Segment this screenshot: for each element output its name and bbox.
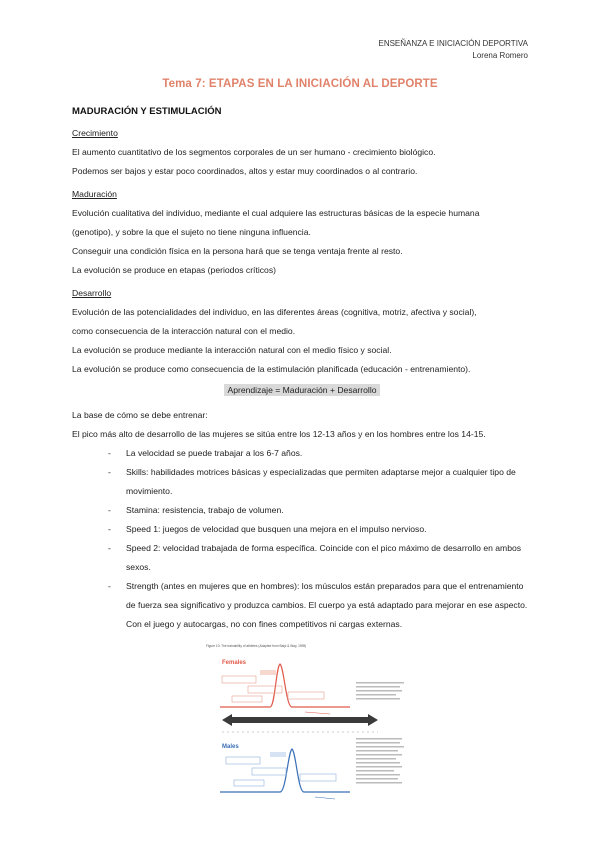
males-box — [270, 752, 286, 757]
paragraph: La evolución se produce en etapas (periodos críticos) — [72, 265, 276, 275]
formula-row — [72, 381, 532, 400]
trainability-figure — [200, 642, 410, 812]
males-box — [226, 757, 260, 764]
heading-crecimiento: Crecimiento — [72, 128, 118, 138]
females-box — [288, 692, 324, 699]
paragraph: El pico más alto de desarrollo de las mujeres se sitúa entre los 12-13 años y en los hombres entre los 14-15. — [72, 429, 486, 439]
males-box — [252, 768, 286, 775]
females-box — [222, 676, 256, 683]
document-body — [72, 124, 532, 634]
paragraph: La base de cómo se debe entrenar: — [72, 410, 208, 420]
males-box — [300, 774, 336, 781]
list-item: - Stamina: resistencia, trabajo de volumen. — [108, 501, 532, 520]
list-item: - Speed 2: velocidad trabajada de forma específica. Coincide con el pico máximo de desarrollo en ambos sexos. — [108, 539, 532, 577]
figure-side-notes — [356, 682, 404, 784]
document-header — [378, 38, 528, 62]
paragraph: como consecuencia de la interacción natural con el medio. — [72, 326, 296, 336]
paragraph: La evolución se produce como consecuencia de la estimulación planificada (educación - entrenamiento). — [72, 364, 471, 374]
header-course: ENSEÑANZA E INICIACIÓN DEPORTIVA — [378, 39, 528, 48]
heading-maduracion: Maduración — [72, 189, 117, 199]
list-item: - Speed 1: juegos de velocidad que busquen una mejora en el impulso nervioso. — [108, 520, 532, 539]
age-arrow-band — [222, 714, 378, 726]
males-arrow — [315, 797, 335, 799]
paragraph: La evolución se produce mediante la interacción natural con el medio físico y social. — [72, 345, 392, 355]
trainability-diagram — [200, 642, 410, 812]
list-item: - Skills: habilidades motrices básicas y especializadas que permiten adaptarse mejor a cualquier tipo de movimiento. — [108, 463, 532, 501]
females-box — [232, 696, 262, 702]
figure-caption: Figure 10: The trainability of athletes (Adapted from Balyi & Way, 1995) — [206, 644, 307, 648]
training-list — [72, 444, 532, 634]
list-item: - Strength (antes en mujeres que en hombres): los músculos están preparados para que el entrenamiento de fuerza sea significativo y produzca cambios. El cuerpo ya está adaptado para mejorar en ese aspecto. Con el juego y autocargas, no con fines competitivos ni cargas externas. — [108, 577, 532, 634]
females-curve — [220, 664, 350, 707]
paragraph: Evolución cualitativa del individuo, mediante el cual adquiere las estructuras básicas de la especie humana — [72, 208, 480, 218]
females-box — [248, 686, 282, 693]
paragraph: Podemos ser bajos y estar poco coordinados, altos y estar muy coordinados o al contrario. — [72, 166, 418, 176]
heading-desarrollo: Desarrollo — [72, 288, 112, 298]
paragraph: El aumento cuantitativo de los segmentos corporales de un ser humano - crecimiento biológico. — [72, 147, 436, 157]
females-arrow — [305, 712, 330, 714]
formula-highlight: Aprendizaje = Maduración + Desarrollo — [224, 384, 379, 396]
females-box — [260, 670, 276, 675]
females-label: Females — [222, 660, 247, 666]
paragraph: (genotipo), y sobre la que el sujeto no tiene ninguna influencia. — [72, 227, 311, 237]
paragraph: Conseguir una condición física en la persona hará que se tenga ventaja frente al resto. — [72, 246, 403, 256]
males-box — [234, 780, 264, 786]
males-label: Males — [222, 744, 239, 750]
page-title: Tema 7: ETAPAS EN LA INICIACIÓN AL DEPORTE — [162, 78, 438, 90]
header-author: Lorena Romero — [472, 51, 528, 60]
paragraph: Evolución de las potencialidades del individuo, en las diferentes áreas (cognitiva, motriz, afectiva y social), — [72, 307, 477, 317]
section-title: MADURACIÓN Y ESTIMULACIÓN — [72, 106, 222, 117]
list-item: - La velocidad se puede trabajar a los 6-7 años. — [108, 444, 532, 463]
